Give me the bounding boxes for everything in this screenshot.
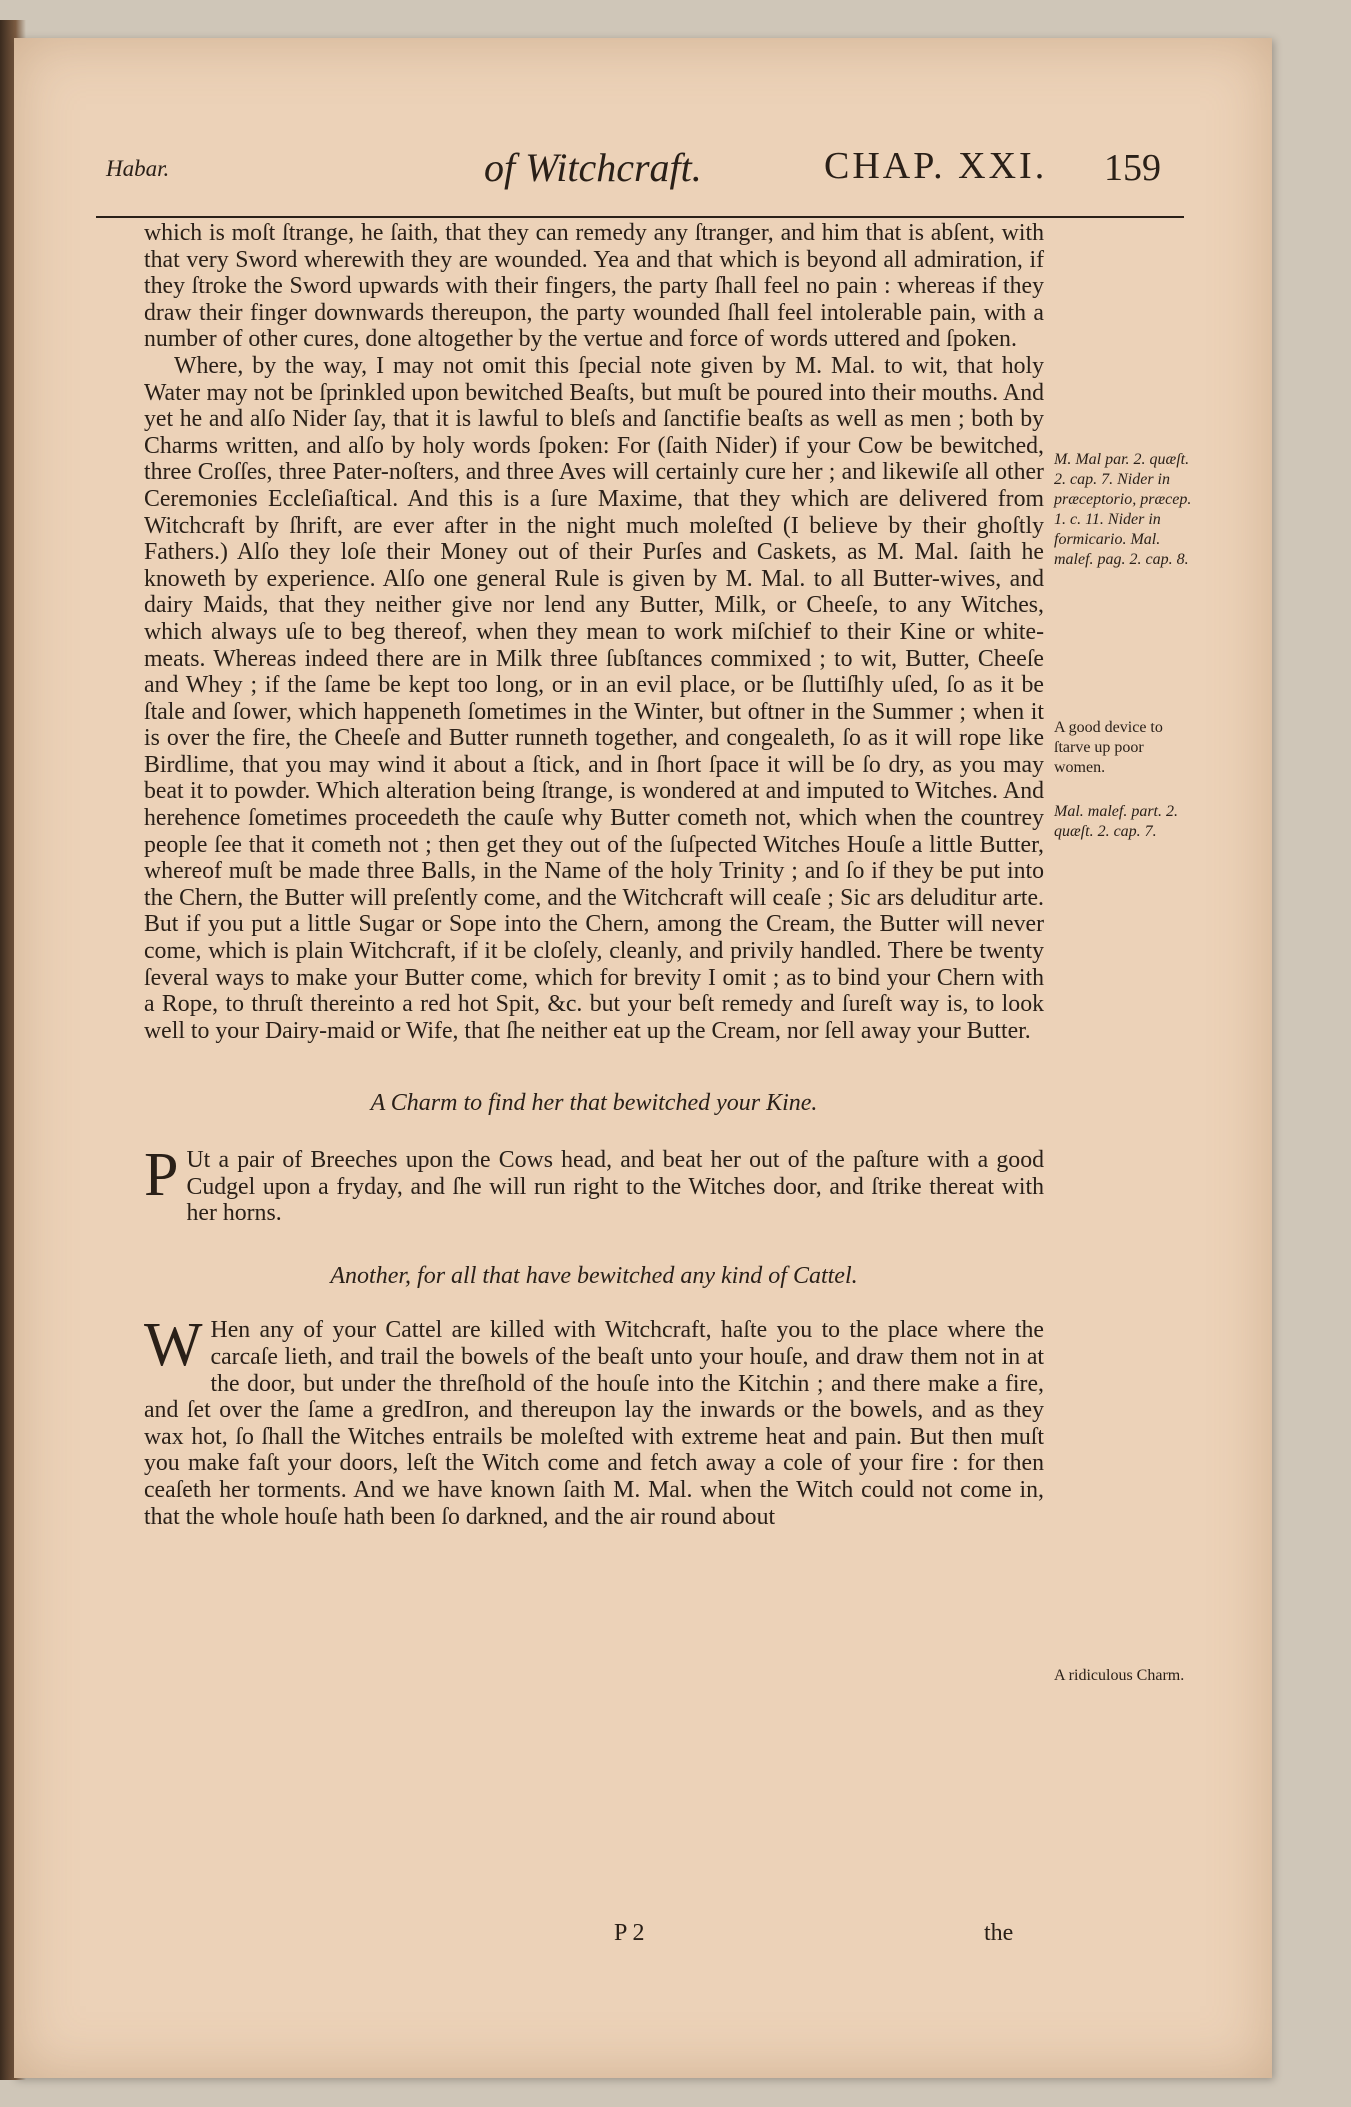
body-text <box>144 220 1044 1530</box>
drop-cap-p: P <box>144 1141 179 1209</box>
paragraph-2: Where, by the way, I may not omit this ſpecial note given by M. Mal. to wit, that holy Water may not be ſprinkled upon bewitched Beaſts, but muſt be poured into their mouths. And yet he and alſo Nider ſay, that it is lawful to bleſs and ſanctifie beaſts as well as men ; both by Charms written, and alſo by holy words ſpoken: For (ſaith Nider) if your Cow be bewitched, three Croſſes, three Pater-noſters, and three Aves will certainly cure her ; and likewiſe all other Ceremonies Eccleſiaſtical. And this is a ſure Maxime, that they which are delivered from Witchcraft by ſhrift, are ever after in the night much moleſted (I believe by their ghoſtly Fathers.) Alſo they loſe their Money out of their Purſes and Caskets, as M. Mal. ſaith he knoweth by experience. Alſo one general Rule is given by M. Mal. to all Butter-wives, and dairy Maids, that they neither give nor lend any Butter, Milk, or Cheeſe, to any Witches, which always uſe to beg thereof, when they mean to work miſchief to their Kine or white-meats. Whereas indeed there are in Milk three ſubſtances commixed ; to wit, Butter, Cheeſe and Whey ; if the ſame be kept too long, or in an evil place, or be ſluttiſhly uſed, ſo as it be ſtale and ſower, which happeneth ſometimes in the Winter, but oftner in the Summer ; when it is over the fire, the Cheeſe and Butter runneth together, and congealeth, ſo as it will rope like Birdlime, that you may wind it about a ſtick, and in ſhort ſpace it will be ſo dry, as you may beat it to powder. Which alteration being ſtrange, is wondered at and imputed to Witches. And herehence ſometimes proceedeth the cauſe why Butter cometh not, which when the countrey people ſee that it cometh not ; then get they out of the ſuſpected Witches Houſe a little Butter, whereof muſt be made three Balls, in the Name of the holy Trinity ; and ſo if they be put into the Chern, the Butter will preſently come, and the Witchcraft will ceaſe ; Sic ars deluditur arte. But if you put a little Sugar or Sope into the Chern, among the Cream, the Butter will never come, which is plain Witchcraft, if it be cloſely, cleanly, and privily handled. There be twenty ſeveral ways to make your Butter come, which for brevity I omit ; as to bind your Chern with a Rope, to thruſt thereinto a red hot Spit, &c. but your beſt remedy and ſureſt way is, to look well to your Dairy-maid or Wife, that ſhe neither eat up the Cream, nor ſell away your Butter. <box>144 352 1044 1044</box>
page-content <box>14 38 1272 2078</box>
running-header <box>94 116 1161 190</box>
paragraph-3 <box>144 1141 1044 1227</box>
header-rule <box>96 216 1184 218</box>
book-page <box>14 38 1272 2078</box>
chapter-label: CHAP. XXI. <box>824 145 1048 187</box>
paragraph-1: which is moſt ſtrange, he ſaith, that they can remedy any ſtranger, and him that is abſent, with that very Sword wherewith they are wounded. Yea and that which is beyond all admiration, if they ſtroke the Sword upwards with their fingers, the party ſhall feel no pain : whereas if they draw their finger downwards thereupon, the party wounded ſhall feel intolerable pain, with a number of other cures, done altogether by the vertue and force of words uttered and ſpoken. <box>144 220 1044 353</box>
marginal-note-device: A good device to ſtarve up poor women. <box>1054 719 1163 776</box>
page-number: 159 <box>1104 147 1161 189</box>
paragraph-4-text: Hen any of your Cattel are killed with Witchcraft, haſte you to the place where the carcaſe lieth, and trail the bowels of the beaſt unto your houſe, and draw them not in at the door, but under the threſhold of the houſe into the Kitchin ; and there make a fire, and ſet over the ſame a gredIron, and thereupon lay the inwards or the bowels, and as they wax hot, ſo ſhall the Witches entrails be moleſted with extreme heat and pain. But then muſt you make faſt your doors, leſt the Witch come and fetch away a cole of your fire : for then ceaſeth her torments. And we have known ſaith M. Mal. when the Witch could not come in, that the whole houſe hath been ſo darkned, and the air round about <box>144 1317 1044 1530</box>
marginal-note-ridiculous: A ridiculous Charm. <box>1054 1667 1185 1684</box>
marginal-note-malef: Mal. malef. part. 2. quæſt. 2. cap. 7. <box>1054 803 1178 840</box>
paragraph-3-text: Ut a pair of Breeches upon the Cows head, and beat her out of the paſture with a good Cudgel upon a fryday, and ſhe will run right to the Witches door, and ſtrike thereat with her horns. <box>186 1147 1044 1227</box>
paragraph-4 <box>144 1311 1044 1530</box>
section-heading-another: Another, for all that have bewitched any kind of Cattel. <box>330 1262 858 1289</box>
catchword: the <box>984 1920 1014 1946</box>
header-signature: Habar. <box>106 156 170 181</box>
section-heading-charm: A Charm to find her that bewitched your Kine. <box>370 1090 818 1117</box>
drop-cap-w: W <box>144 1311 203 1380</box>
marginal-note-citation: M. Mal par. 2. quæſt. 2. cap. 7. Nider in præceptorio, præcep. 1. c. 11. Nider in formicario. Mal. malef. pag. 2. cap. 8. <box>1054 451 1192 568</box>
signature-mark: P 2 <box>614 1920 645 1946</box>
running-title: of Witchcraft. <box>484 145 702 190</box>
